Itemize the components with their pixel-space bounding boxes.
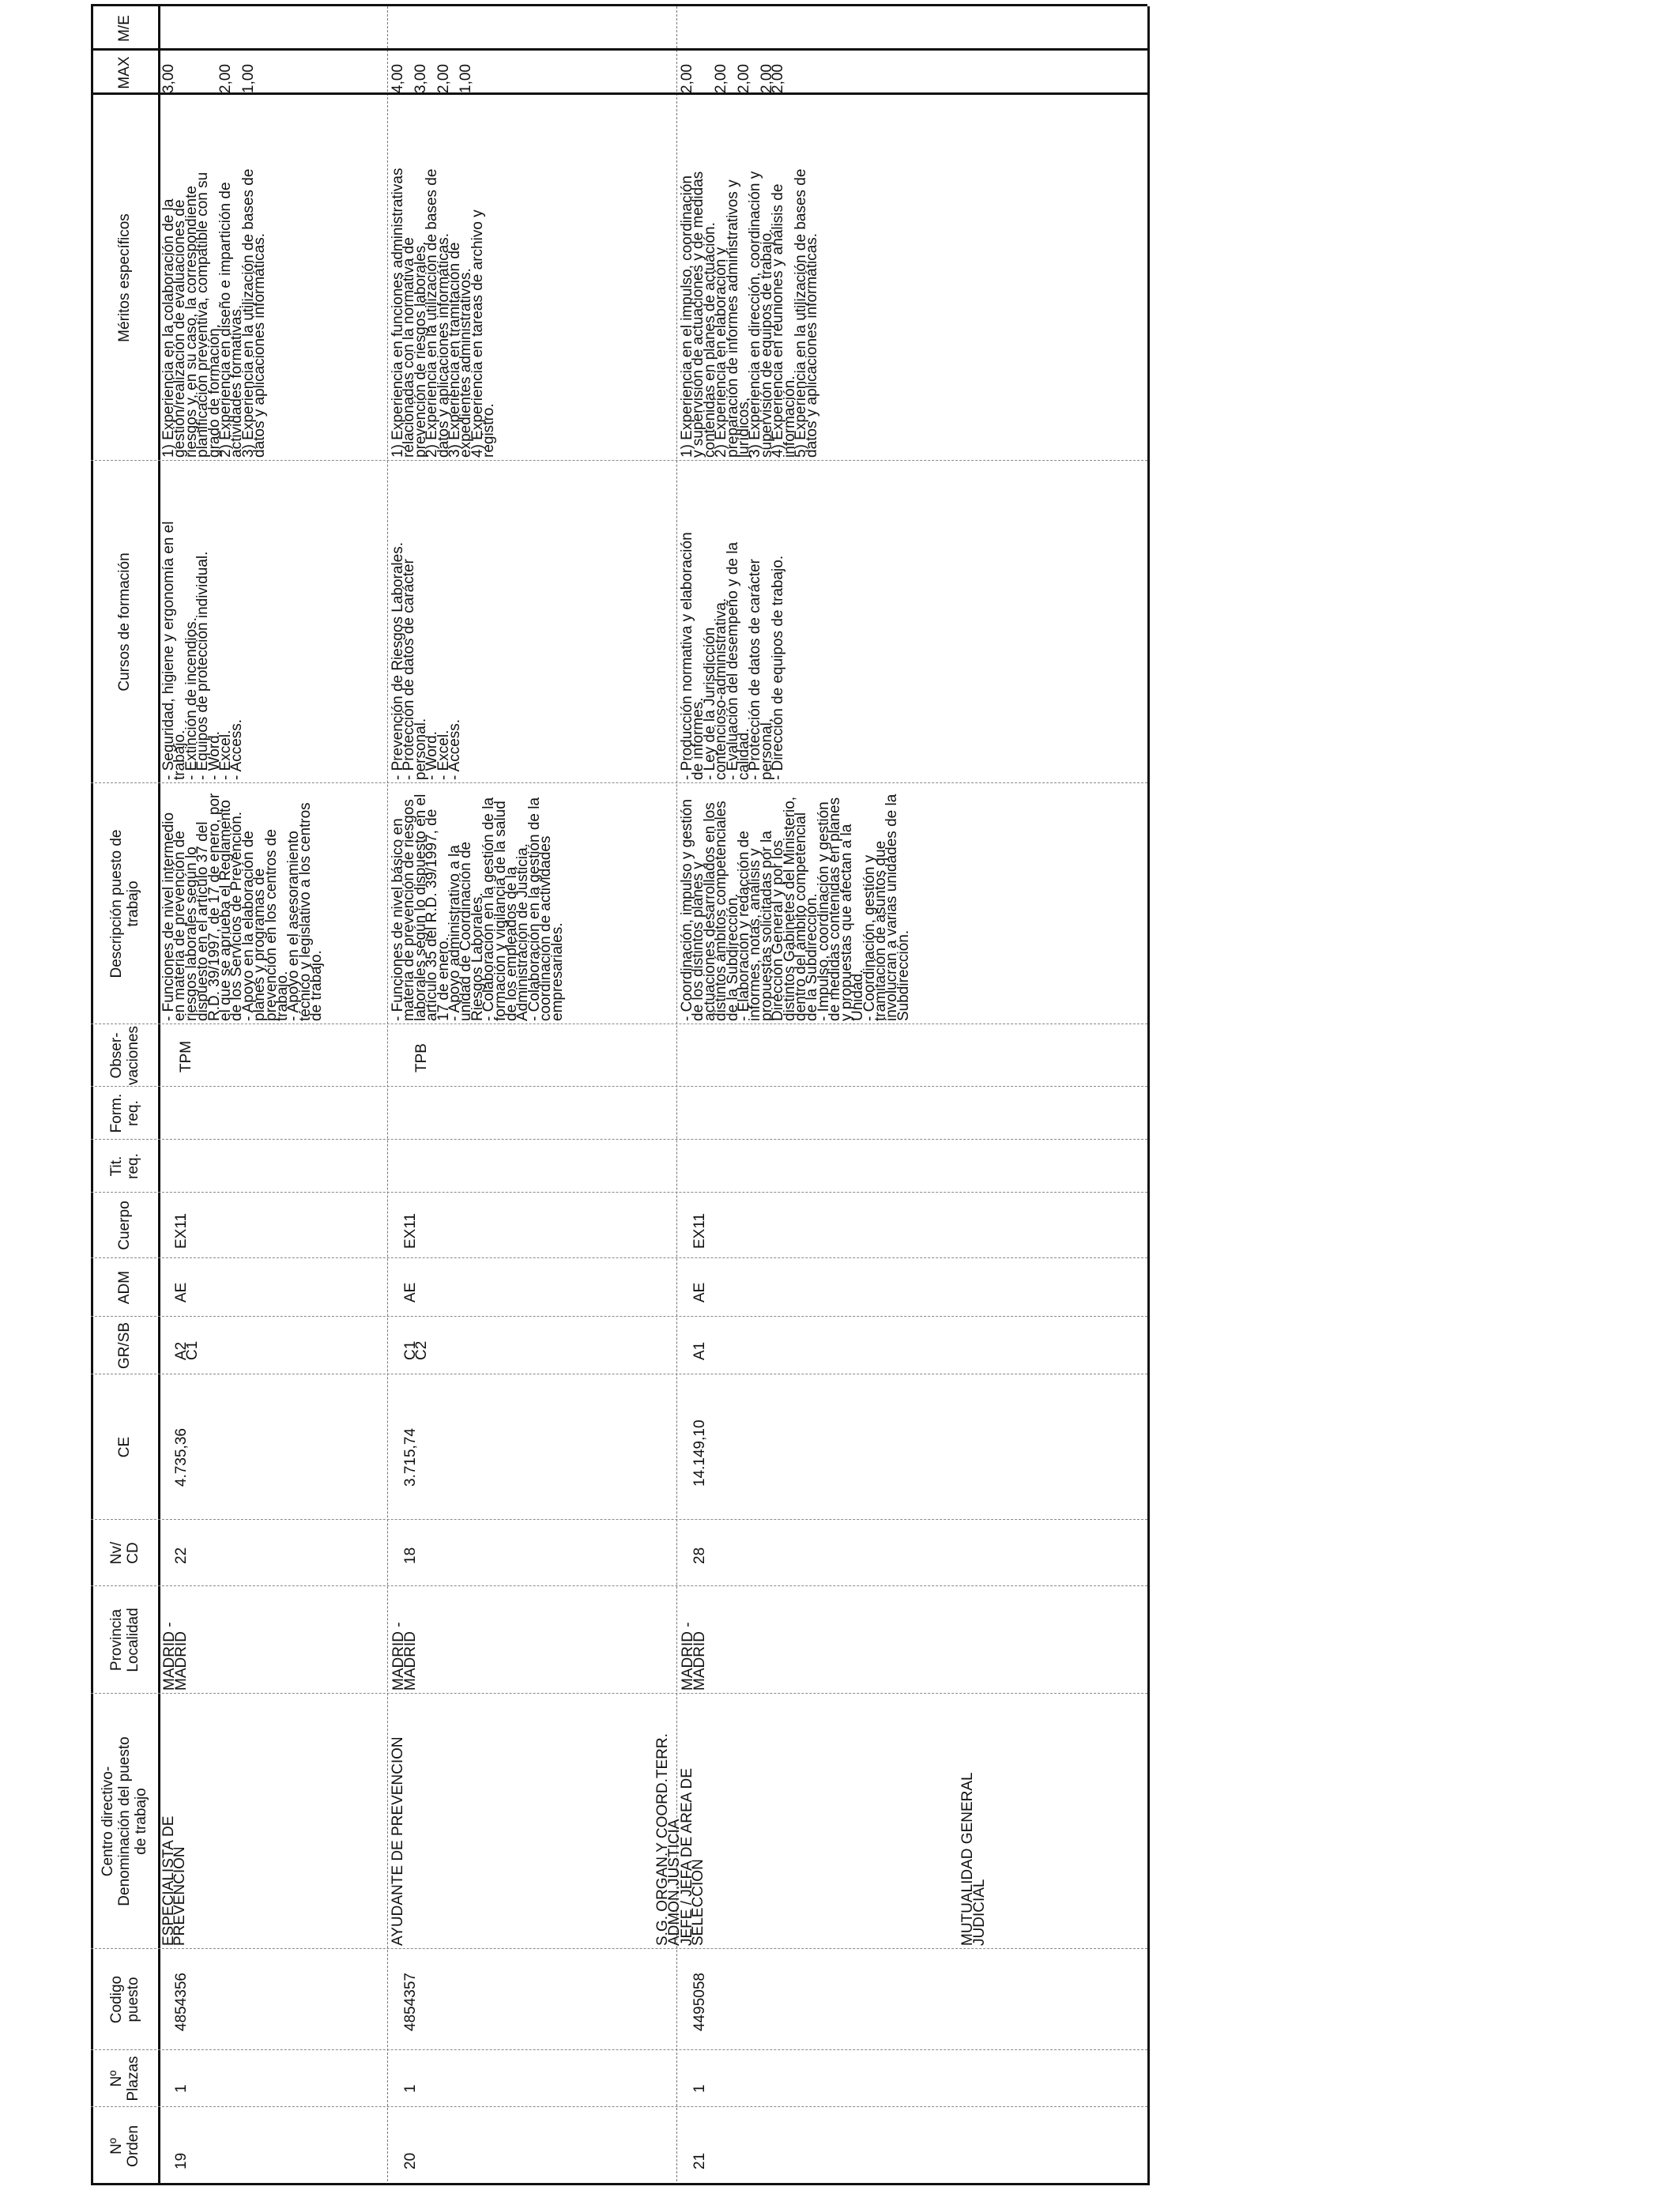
cell-ce: 3.715,74 — [402, 1428, 419, 1487]
header-ce: CE — [116, 1436, 133, 1458]
cell-max: 2,00 2,00 2,00 2,00 2,00 — [679, 64, 787, 93]
header-provincia: Provincia Localidad — [107, 1608, 141, 1672]
cell-adm: AE — [691, 1282, 708, 1302]
section-heading-mutualidad: MUTUALIDAD GENERAL JUDICIAL — [959, 1772, 988, 1946]
cell-adm: AE — [173, 1282, 190, 1302]
header-cuerpo: Cuerpo — [116, 1201, 133, 1250]
cell-me — [393, 6, 661, 51]
header-cursos: Cursos de formación — [116, 552, 133, 692]
cell-tit — [176, 1140, 382, 1193]
header-grupo: GR/SB — [116, 1321, 133, 1370]
header-orden: Nº Orden — [107, 2125, 141, 2167]
header-codigo: Codigo puesto — [107, 1975, 141, 2024]
cell-provincia: MADRID - MADRID — [680, 1622, 708, 1691]
header-me: M/E — [116, 15, 133, 42]
cell-meritos: 1) Experiencia en funciones administrativas relacionadas con la normativa de prevención de riesgos laborales. 2) Experiencia en la utilización de bases de datos y aplicaciones informáticas. 3) Experiencia en tramitación de expedientes administrativos. 4) Experiencia en tareas de archivo y registro. — [390, 168, 498, 458]
cell-obs: TPM — [178, 1040, 194, 1072]
header-nivel: Nv/ CD — [107, 1541, 141, 1565]
cell-obs: TPB — [413, 1043, 430, 1072]
cell-grupo: A1 — [691, 1341, 708, 1360]
cell-ce: 4.735,36 — [173, 1428, 190, 1487]
cell-grupo: C1 C2 — [402, 1340, 431, 1360]
header-max: MAX — [116, 56, 133, 89]
cell-me — [164, 6, 385, 51]
cell-plazas: 1 — [173, 2084, 190, 2093]
cell-plazas: 1 — [402, 2084, 419, 2093]
cell-nivel: 22 — [173, 1547, 190, 1564]
cell-tit — [405, 1140, 642, 1193]
cell-cuerpo: EX11 — [402, 1212, 419, 1249]
header-obs: Obser- vaciones — [107, 1026, 141, 1085]
cell-codigo: 4854357 — [402, 1973, 419, 2031]
cell-codigo: 4495058 — [691, 1973, 708, 2031]
cell-denominacion: ESPECIALISTA DE PREVENCION — [160, 1815, 189, 1946]
cell-provincia: MADRID - MADRID — [390, 1622, 419, 1691]
cell-orden: 20 — [402, 2152, 419, 2169]
cell-grupo: A2 C1 — [173, 1340, 202, 1360]
cell-form — [695, 1087, 774, 1140]
cell-adm: AE — [402, 1282, 419, 1302]
cell-descripcion: - Funciones de nivel básico en materia de prevención de riesgos laborales según lo dispuesto en el artículo 35 del R.D. 39/1997, de 17 de enero. - Apoyo administrativo a la unidad de Coordinación de Riesgos Laborales. - Colaboración en la gestión de la formación y vigilancia de la salud de los empleados de la Administración de Justicia. - Colaboración en la gestión de la coordinación de actividades empresariales. — [390, 794, 566, 1021]
cell-orden: 19 — [173, 2152, 190, 2169]
cell-max: 4,00 3,00 2,00 1,00 — [390, 64, 475, 93]
cell-cursos: - Prevención de Riesgos Laborales. - Protección de datos de carácter personal. - Word. - Excel. - Access. — [390, 541, 464, 780]
cell-orden: 21 — [691, 2152, 708, 2169]
cell-nivel: 18 — [402, 1547, 419, 1564]
header-form: Form. req. — [107, 1093, 141, 1133]
header-centro: Centro directivo- Denominación del puesto de trabajo — [100, 1736, 149, 1906]
cell-me — [682, 6, 1124, 51]
header-plazas: Nº Plazas — [107, 2056, 141, 2102]
header-descripcion: Descripción puesto de trabajo — [107, 829, 141, 978]
cell-tit — [695, 1140, 774, 1193]
cell-form — [176, 1087, 382, 1140]
cell-provincia: MADRID - MADRID — [161, 1622, 190, 1691]
header-adm: ADM — [116, 1270, 133, 1305]
cell-nivel: 28 — [691, 1547, 708, 1564]
header-tit: Tit. req. — [107, 1153, 141, 1179]
cell-cuerpo: EX11 — [691, 1212, 708, 1249]
cell-codigo: 4854356 — [173, 1973, 190, 2031]
cell-cuerpo: EX11 — [173, 1212, 190, 1249]
cell-cursos: - Seguridad, higiene y ergonomía en el trabajo. - Extinción de incendios. - Equipos de protección individual. - Word. - Excel. - Access. — [160, 521, 246, 780]
rotated-table — [91, 6, 1147, 2185]
cell-denominacion: JEFE / JEFA DE AREA DE SELECCION — [679, 1768, 707, 1946]
cell-max: 3,00 2,00 1,00 — [160, 64, 257, 93]
cell-plazas: 1 — [691, 2084, 708, 2093]
section-heading-centro: S.G. ORGAN.Y COORD.TERR. ADMON.JUSTICIA — [654, 1733, 683, 1946]
cell-descripcion: - Coordinación, impulso y gestión de los distintos planes y actuaciones desarrollados en los distintos ámbitos competenciales de la Subdirección. - Elaboración y redacción de informes, notas, análisis y propuestas solicitadas por la Dirección General y por los distintos Gabinetes del Ministerio, dentro del ámbito competencial de la Subdirección. - Impulso, coordinación y gestión de medidas contenidas en planes y propuestas que afectan a la Unidad. - Coordinación, gestión y tramitación de asuntos que involucran a varias unidades de la Subdirección. — [679, 794, 912, 1021]
cell-meritos: 1) Experiencia en la colaboración de la gestión/realización de evaluaciones de riesgos y, en su caso, la correspondiente planificación preventiva, compatible con su grado de formación. 2) Experiencia en diseño e impartición de actividades formativas. 3) Experiencia en la utilización de bases de datos y aplicaciones informáticas. — [160, 168, 269, 458]
cell-cursos: - Producción normativa y elaboración de informes. - Ley de la Jurisdicción contencioso-administrativa. - Evaluación del desempeño y de la calidad. - Protección de datos de carácter personal. - Dirección de equipos de trabajo. — [679, 532, 787, 780]
cell-denominacion: AYUDANTE DE PREVENCION — [390, 1736, 406, 1946]
cell-form — [405, 1087, 642, 1140]
cell-obs — [695, 1024, 774, 1087]
header-meritos: Méritos específicos — [116, 213, 133, 342]
cell-meritos: 1) Experiencia en el impulso, coordinación y supervisión de actuaciones y de medidas contenidas en planes de actuación. 2) Experiencia en elaboración y preparación de informes administrativos y jurídicos. 3) Experiencia en dirección, coordinación y supervisión de equipos de trabajo. 4) Experiencia en reuniones y análisis de información. 5) Experiencia en la utilización de bases de datos y aplicaciones informáticas. — [679, 168, 821, 458]
cell-ce: 14.149,10 — [691, 1419, 708, 1487]
cell-descripcion: - Funciones de nivel intermedio en materia de prevención de riesgos laborales según lo dispuesto en el artículo 37 del R.D. 39/1997, de 17 de enero, por el que se aprueba el Reglamento de los Servicios de Prevención. - Apoyo en la elaboración de planes y programas de prevención en los centros de trabajo. - Apoyo en el asesoramiento técnico y legislativo a los centros de trabajo. — [160, 793, 326, 1021]
